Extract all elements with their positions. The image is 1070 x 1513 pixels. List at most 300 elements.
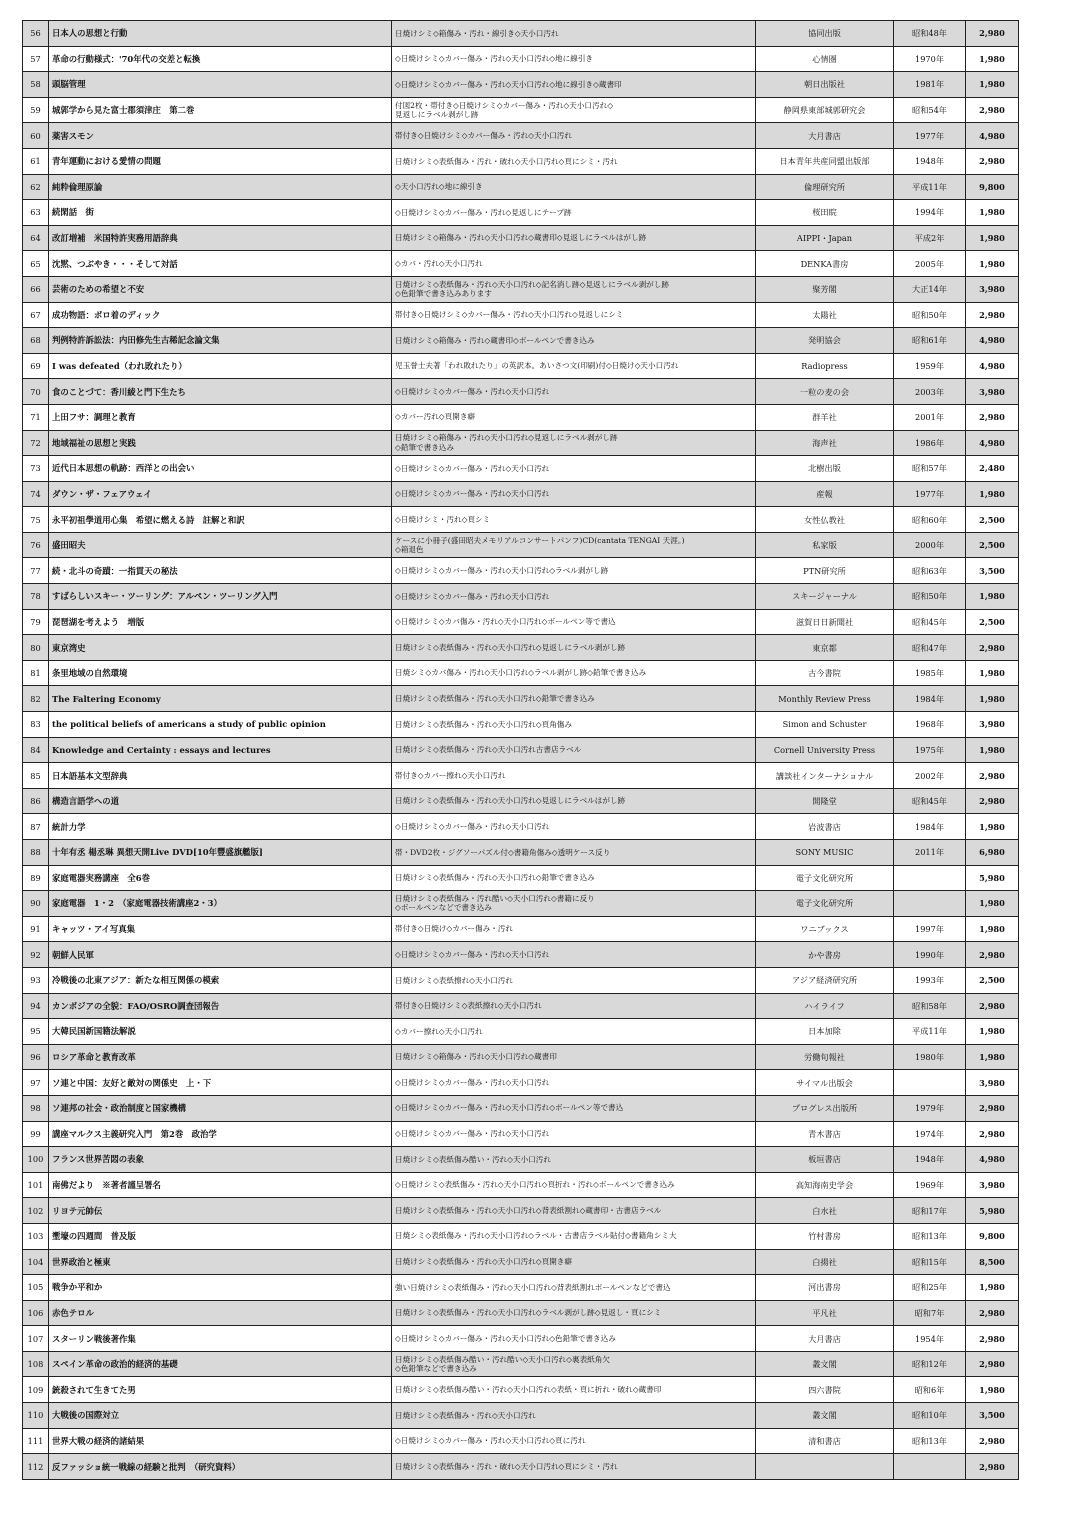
publisher-cell: Monthly Review Press [756, 686, 894, 712]
publisher-cell: 電子文化研究所 [756, 865, 894, 891]
book-title-cell: 城郭学から見た富士郡須津庄 第二巻 [49, 97, 392, 123]
table-row [23, 1428, 1019, 1454]
publication-year-cell: 大正14年 [894, 276, 966, 302]
publisher-cell: サイマル出版会 [756, 1070, 894, 1096]
price-cell: 1,980 [966, 481, 1019, 507]
publisher-cell: Cornell University Press [756, 737, 894, 763]
price-cell: 6,980 [966, 840, 1019, 866]
publisher-cell: 河出書房 [756, 1275, 894, 1301]
item-number-cell: 90 [23, 891, 49, 917]
item-number-cell: 109 [23, 1377, 49, 1403]
item-number-cell: 82 [23, 686, 49, 712]
item-number-cell: 107 [23, 1326, 49, 1352]
condition-notes-cell: 日焼けシミ◇表紙傷み・汚れ◇天小口汚れ◇記名消し跡◇見返しにラベル剥がし跡 ◇色鉛筆で書き込みあります [392, 276, 756, 302]
price-cell: 2,980 [966, 635, 1019, 661]
publisher-cell: 清和書店 [756, 1428, 894, 1454]
item-number-cell: 97 [23, 1070, 49, 1096]
book-title-cell: 琵琶湖を考えよう 増版 [49, 609, 392, 635]
publisher-cell: 倫理研究所 [756, 174, 894, 200]
price-cell: 1,980 [966, 686, 1019, 712]
condition-notes-cell: 帯付き◇日焼けシミ◇表紙擦れ◇天小口汚れ [392, 993, 756, 1019]
condition-notes-cell: ◇日焼けシミ◇カバー傷み・汚れ◇天小口汚れ◇ラベル剥がし跡 [392, 558, 756, 584]
publication-year-cell: 1977年 [894, 123, 966, 149]
table-row [23, 840, 1019, 866]
condition-notes-cell: 日焼けシミ◇表紙傷み・汚れ◇天小口汚れ◇鉛筆で書き込み [392, 686, 756, 712]
table-row [23, 328, 1019, 354]
price-cell: 2,980 [966, 1326, 1019, 1352]
publisher-cell: AIPPI・Japan [756, 225, 894, 251]
publisher-cell: 北樹出版 [756, 456, 894, 482]
item-number-cell: 111 [23, 1428, 49, 1454]
publication-year-cell: 昭和13年 [894, 1428, 966, 1454]
condition-notes-cell: ◇カバー擦れ◇天小口汚れ [392, 1019, 756, 1045]
condition-notes-cell: ◇カバー汚れ◇頁開き癖 [392, 404, 756, 430]
table-row [23, 379, 1019, 405]
publisher-cell: 板垣書店 [756, 1147, 894, 1173]
publisher-cell: プログレス出版所 [756, 1095, 894, 1121]
publisher-cell: 滋賀日日新聞社 [756, 609, 894, 635]
price-cell: 1,980 [966, 1275, 1019, 1301]
publication-year-cell [894, 1070, 966, 1096]
publisher-cell: 講談社インターナショナル [756, 763, 894, 789]
publisher-cell: 群羊社 [756, 404, 894, 430]
condition-notes-cell: ◇日焼けシミ◇カバー傷み・汚れ◇天小口汚れ◇地に線引き◇蔵書印 [392, 72, 756, 98]
item-number-cell: 103 [23, 1223, 49, 1249]
book-title-cell: 冷戦後の北東アジア：新たな相互関係の模索 [49, 967, 392, 993]
table-row [23, 1454, 1019, 1480]
condition-notes-cell: ◇日焼けシミ◇カバー傷み・汚れ◇天小口汚れ [392, 584, 756, 610]
publication-year-cell: 昭和10年 [894, 1403, 966, 1429]
table-row [23, 609, 1019, 635]
condition-notes-cell: 日焼けシミ◇表紙傷み・汚れ・破れ◇天小口汚れ◇頁にシミ・汚れ [392, 1454, 756, 1480]
publication-year-cell: 1985年 [894, 660, 966, 686]
condition-notes-cell: ◇日焼けシミ◇カバー傷み・汚れ◇天小口汚れ [392, 814, 756, 840]
condition-notes-cell: 日焼けシミ◇表紙傷み・汚れ◇天小口汚れ◇見返しにラベルはがし跡 [392, 788, 756, 814]
publication-year-cell: 昭和45年 [894, 609, 966, 635]
publication-year-cell: 昭和45年 [894, 788, 966, 814]
publication-year-cell: 昭和7年 [894, 1300, 966, 1326]
publication-year-cell: 1975年 [894, 737, 966, 763]
publisher-cell: 白揚社 [756, 1249, 894, 1275]
table-row [23, 1172, 1019, 1198]
publisher-cell: 聚芳閣 [756, 276, 894, 302]
item-number-cell: 57 [23, 46, 49, 72]
condition-notes-cell: 日焼けシミ◇表紙擦れ◇天小口汚れ [392, 967, 756, 993]
condition-notes-cell: 日焼けシミ◇箱傷み・汚れ◇天小口汚れ◇見返しにラベル剥がし跡 ◇鉛筆で書き込み [392, 430, 756, 456]
table-row [23, 1147, 1019, 1173]
price-cell: 4,980 [966, 353, 1019, 379]
item-number-cell: 80 [23, 635, 49, 661]
publication-year-cell: 1981年 [894, 72, 966, 98]
publication-year-cell: 昭和60年 [894, 507, 966, 533]
condition-notes-cell: ◇日焼けシミ◇カバー傷み・汚れ◇天小口汚れ [392, 456, 756, 482]
book-title-cell: Knowledge and Certainty : essays and lectures [49, 737, 392, 763]
condition-notes-cell: 日焼シミ◇表紙傷み・汚れ◇天小口汚れ◇ラベル・古書店ラベル貼付◇書籍角シミ大 [392, 1223, 756, 1249]
condition-notes-cell: ◇日焼けシミ◇表紙傷み・汚れ◇天小口汚れ◇頁折れ・汚れ◇ボールペンで書き込み [392, 1172, 756, 1198]
table-row [23, 712, 1019, 738]
publisher-cell: PTN研究所 [756, 558, 894, 584]
item-number-cell: 102 [23, 1198, 49, 1224]
publication-year-cell: 2002年 [894, 763, 966, 789]
price-cell: 2,980 [966, 1121, 1019, 1147]
price-cell: 1,980 [966, 1044, 1019, 1070]
book-title-cell: 東京湾史 [49, 635, 392, 661]
book-title-cell: 十年有丞 楊丞琳 異想天開Live DVD[10年豐盛旗艦版] [49, 840, 392, 866]
item-number-cell: 64 [23, 225, 49, 251]
item-number-cell: 108 [23, 1351, 49, 1377]
condition-notes-cell: 日焼けシミ◇箱傷み・汚れ・線引き◇天小口汚れ [392, 21, 756, 47]
table-row [23, 1249, 1019, 1275]
item-number-cell: 95 [23, 1019, 49, 1045]
price-cell: 1,980 [966, 200, 1019, 226]
publication-year-cell: 1993年 [894, 967, 966, 993]
price-cell: 2,980 [966, 942, 1019, 968]
table-row [23, 1044, 1019, 1070]
table-row [23, 942, 1019, 968]
table-row [23, 584, 1019, 610]
price-cell: 9,800 [966, 1223, 1019, 1249]
publication-year-cell: 1974年 [894, 1121, 966, 1147]
publication-year-cell: 昭和48年 [894, 21, 966, 47]
price-cell: 1,980 [966, 1377, 1019, 1403]
book-title-cell: 近代日本思想の軌跡：西洋との出会い [49, 456, 392, 482]
publication-year-cell: 平成11年 [894, 174, 966, 200]
book-title-cell: 成功物語：ボロ着のディック [49, 302, 392, 328]
condition-notes-cell: ◇日焼けシミ◇カバー傷み・汚れ◇天小口汚れ◇色鉛筆で書き込み [392, 1326, 756, 1352]
book-title-cell: 家庭電器実務講座 全6巻 [49, 865, 392, 891]
condition-notes-cell: ◇日焼けシミ◇カバー傷み・汚れ◇天小口汚れ [392, 1121, 756, 1147]
publication-year-cell: 2003年 [894, 379, 966, 405]
book-title-cell: 続閑話 街 [49, 200, 392, 226]
item-number-cell: 96 [23, 1044, 49, 1070]
publication-year-cell [894, 891, 966, 917]
item-number-cell: 65 [23, 251, 49, 277]
book-title-cell: すばらしいスキー・ツーリング：アルペン・ツーリング入門 [49, 584, 392, 610]
item-number-cell: 68 [23, 328, 49, 354]
book-title-cell: 日本人の思想と行動 [49, 21, 392, 47]
price-cell: 5,980 [966, 1198, 1019, 1224]
price-cell: 2,500 [966, 532, 1019, 558]
publication-year-cell: 1948年 [894, 1147, 966, 1173]
book-title-cell: 食のことづて：香川綾と門下生たち [49, 379, 392, 405]
publication-year-cell: 2001年 [894, 404, 966, 430]
book-title-cell: スペイン革命の政治的経済的基礎 [49, 1351, 392, 1377]
condition-notes-cell: 日焼けシミ◇表紙傷み・汚れ◇天小口汚れ◇頁角傷み [392, 712, 756, 738]
book-title-cell: 青年運動における愛情の問題 [49, 148, 392, 174]
condition-notes-cell: 日焼けシミ◇表紙傷み・汚れ◇天小口汚れ◇頁開き癖 [392, 1249, 756, 1275]
item-number-cell: 73 [23, 456, 49, 482]
condition-notes-cell: 日焼けシミ◇表紙傷み・汚れ◇天小口汚れ◇鉛筆で書き込み [392, 865, 756, 891]
condition-notes-cell: ◇カバ・汚れ◇天小口汚れ [392, 251, 756, 277]
table-row [23, 46, 1019, 72]
publication-year-cell: 昭和17年 [894, 1198, 966, 1224]
publication-year-cell: 昭和15年 [894, 1249, 966, 1275]
publication-year-cell: 昭和50年 [894, 584, 966, 610]
publisher-cell: 日本加除 [756, 1019, 894, 1045]
item-number-cell: 67 [23, 302, 49, 328]
publication-year-cell: 1979年 [894, 1095, 966, 1121]
item-number-cell: 76 [23, 532, 49, 558]
price-cell: 2,980 [966, 1300, 1019, 1326]
condition-notes-cell: 日焼けシミ◇箱傷み・汚れ◇蔵書印◇ボールペンで書き込み [392, 328, 756, 354]
item-number-cell: 78 [23, 584, 49, 610]
condition-notes-cell: 付図2枚・帯付き◇日焼けシミ◇カバー傷み・汚れ◇天小口汚れ◇ 見返しにラベル剥がし跡 [392, 97, 756, 123]
publication-year-cell: 昭和25年 [894, 1275, 966, 1301]
price-cell: 1,980 [966, 660, 1019, 686]
item-number-cell: 106 [23, 1300, 49, 1326]
publication-year-cell [894, 1454, 966, 1480]
price-cell: 1,980 [966, 891, 1019, 917]
condition-notes-cell: ◇日焼けシミ◇カバー傷み・汚れ◇天小口汚れ [392, 481, 756, 507]
table-row [23, 123, 1019, 149]
publication-year-cell: 昭和6年 [894, 1377, 966, 1403]
publisher-cell: 産報 [756, 481, 894, 507]
condition-notes-cell: 日焼けシミ◇表紙傷み・汚れ◇天小口汚れ◇見返しにラベル剥がし跡 [392, 635, 756, 661]
table-row [23, 686, 1019, 712]
publisher-cell: 白水社 [756, 1198, 894, 1224]
book-title-cell: 家庭電器 1・2 （家庭電器技術講座2・3） [49, 891, 392, 917]
table-row [23, 532, 1019, 558]
book-list-sheet [22, 20, 1018, 1480]
publication-year-cell: 1997年 [894, 916, 966, 942]
publication-year-cell: 1990年 [894, 942, 966, 968]
book-title-cell: ロシア革命と教育改革 [49, 1044, 392, 1070]
publisher-cell: 発明協会 [756, 328, 894, 354]
publisher-cell: 古今書院 [756, 660, 894, 686]
publication-year-cell: 1948年 [894, 148, 966, 174]
book-inventory-table [22, 20, 1019, 1480]
condition-notes-cell: ◇日焼けシミ◇カバー傷み・汚れ◇天小口汚れ [392, 942, 756, 968]
table-row [23, 148, 1019, 174]
item-number-cell: 60 [23, 123, 49, 149]
publication-year-cell: 2005年 [894, 251, 966, 277]
table-row [23, 1326, 1019, 1352]
publication-year-cell: 1980年 [894, 1044, 966, 1070]
item-number-cell: 56 [23, 21, 49, 47]
item-number-cell: 62 [23, 174, 49, 200]
condition-notes-cell: 児玉誉士夫著「われ敗れたり」の英訳本。あいさつ文(印刷)付◇日焼け◇天小口汚れ [392, 353, 756, 379]
condition-notes-cell: ◇日焼けシミ◇カバー傷み・汚れ◇天小口汚れ [392, 379, 756, 405]
publisher-cell: 海声社 [756, 430, 894, 456]
table-row [23, 251, 1019, 277]
table-row [23, 993, 1019, 1019]
item-number-cell: 101 [23, 1172, 49, 1198]
price-cell: 1,980 [966, 814, 1019, 840]
item-number-cell: 72 [23, 430, 49, 456]
item-number-cell: 94 [23, 993, 49, 1019]
publisher-cell: Simon and Schuster [756, 712, 894, 738]
price-cell: 2,980 [966, 763, 1019, 789]
publication-year-cell: 昭和63年 [894, 558, 966, 584]
condition-notes-cell: 強い日焼けシミ◇表紙傷み・汚れ◇天小口汚れ◇背表紙割れボールペンなどで書込 [392, 1275, 756, 1301]
book-title-cell: 永平初祖學道用心集 希望に燃える詩 註解と和訳 [49, 507, 392, 533]
item-number-cell: 84 [23, 737, 49, 763]
price-cell: 8,500 [966, 1249, 1019, 1275]
price-cell: 1,980 [966, 1019, 1019, 1045]
book-title-cell: 戦争か平和か [49, 1275, 392, 1301]
book-title-cell: 頭脳管理 [49, 72, 392, 98]
item-number-cell: 83 [23, 712, 49, 738]
publisher-cell: スキージャーナル [756, 584, 894, 610]
item-number-cell: 110 [23, 1403, 49, 1429]
book-title-cell: 赤色テロル [49, 1300, 392, 1326]
item-number-cell: 93 [23, 967, 49, 993]
book-title-cell: 日本語基本文型辞典 [49, 763, 392, 789]
condition-notes-cell: 日焼けシミ◇箱傷み・汚れ◇天小口汚れ◇蔵書印◇見返しにラベルはがし跡 [392, 225, 756, 251]
condition-notes-cell: ◇日焼けシミ◇カバ傷み・汚れ◇天小口汚れ◇ボールペン等で書込 [392, 609, 756, 635]
book-title-cell: 改訂増補 米国特許実務用語辞典 [49, 225, 392, 251]
price-cell: 1,980 [966, 584, 1019, 610]
table-row [23, 225, 1019, 251]
item-number-cell: 71 [23, 404, 49, 430]
publisher-cell: 電子文化研究所 [756, 891, 894, 917]
price-cell: 4,980 [966, 328, 1019, 354]
item-number-cell: 77 [23, 558, 49, 584]
item-number-cell: 79 [23, 609, 49, 635]
book-title-cell: The Faltering Economy [49, 686, 392, 712]
condition-notes-cell: 日焼けシミ◇表紙傷み・汚れ◇天小口汚れ◇ラベル剥がし跡◇見返し・頁にシミ [392, 1300, 756, 1326]
condition-notes-cell: 日焼けシミ◇表紙傷み・汚れ◇天小口汚れ [392, 1403, 756, 1429]
book-title-cell: 朝鮮人民軍 [49, 942, 392, 968]
item-number-cell: 100 [23, 1147, 49, 1173]
publication-year-cell: 1969年 [894, 1172, 966, 1198]
publication-year-cell: 2000年 [894, 532, 966, 558]
condition-notes-cell: ◇日焼けシミ◇カバー傷み・汚れ◇天小口汚れ◇ボールペン等で書込 [392, 1095, 756, 1121]
price-cell: 2,500 [966, 609, 1019, 635]
table-row [23, 967, 1019, 993]
book-title-cell: 条里地域の自然環境 [49, 660, 392, 686]
condition-notes-cell: ◇日焼けシミ◇カバー傷み・汚れ◇天小口汚れ [392, 1070, 756, 1096]
publisher-cell: 日本青年共産同盟出版部 [756, 148, 894, 174]
publisher-cell: 朝日出版社 [756, 72, 894, 98]
item-number-cell: 81 [23, 660, 49, 686]
table-row [23, 1019, 1019, 1045]
price-cell: 1,980 [966, 46, 1019, 72]
book-title-cell: ソ連と中国：友好と敵対の関係史 上・下 [49, 1070, 392, 1096]
publisher-cell: 青木書店 [756, 1121, 894, 1147]
book-title-cell: 反ファッショ統一戦線の経験と批判 （研究資料） [49, 1454, 392, 1480]
publisher-cell: 四六書院 [756, 1377, 894, 1403]
table-row [23, 1070, 1019, 1096]
table-row [23, 1377, 1019, 1403]
book-title-cell: 壍壕の四週間 普及版 [49, 1223, 392, 1249]
publisher-cell: 高知海南史学会 [756, 1172, 894, 1198]
table-row [23, 276, 1019, 302]
price-cell: 3,980 [966, 1070, 1019, 1096]
table-row [23, 891, 1019, 917]
table-row [23, 72, 1019, 98]
book-title-cell: 革命の行動様式：'70年代の交差と転換 [49, 46, 392, 72]
book-title-cell: 世界政治と極東 [49, 1249, 392, 1275]
publication-year-cell: 昭和58年 [894, 993, 966, 1019]
table-row [23, 430, 1019, 456]
condition-notes-cell: 日焼けシミ◇表紙傷み・汚れ酷い◇天小口汚れ◇書籍に反り ◇ボールペンなどで書き込み [392, 891, 756, 917]
condition-notes-cell: 日焼けシミ◇表紙傷み・汚れ・破れ◇天小口汚れ◇頁にシミ・汚れ [392, 148, 756, 174]
publisher-cell: かや書房 [756, 942, 894, 968]
publication-year-cell: 1986年 [894, 430, 966, 456]
condition-notes-cell: ◇日焼けシミ・汚れ◇頁シミ [392, 507, 756, 533]
book-title-cell: I was defeated（われ敗れたり） [49, 353, 392, 379]
publication-year-cell [894, 865, 966, 891]
item-number-cell: 59 [23, 97, 49, 123]
publisher-cell [756, 1454, 894, 1480]
publication-year-cell: 1984年 [894, 686, 966, 712]
price-cell: 3,500 [966, 1403, 1019, 1429]
publisher-cell: 一粒の麦の会 [756, 379, 894, 405]
condition-notes-cell: 日焼けシミ◇表紙傷み・汚れ◇天小口汚れ古書店ラベル [392, 737, 756, 763]
book-title-cell: キャッツ・アイ写真集 [49, 916, 392, 942]
book-title-cell: ダウン・ザ・フェアウェイ [49, 481, 392, 507]
table-row [23, 1275, 1019, 1301]
item-number-cell: 66 [23, 276, 49, 302]
publisher-cell: 平凡社 [756, 1300, 894, 1326]
book-title-cell: ソ連邦の社会・政治制度と国家機構 [49, 1095, 392, 1121]
table-row [23, 353, 1019, 379]
publisher-cell: 大月書店 [756, 1326, 894, 1352]
table-row [23, 1351, 1019, 1377]
table-row [23, 174, 1019, 200]
price-cell: 3,980 [966, 712, 1019, 738]
table-row [23, 1403, 1019, 1429]
publication-year-cell: 1970年 [894, 46, 966, 72]
book-title-cell: 判例特許訴訟法：内田修先生古稀記念論文集 [49, 328, 392, 354]
condition-notes-cell: 帯付き◇日焼けシミ◇カバー傷み・汚れ◇天小口汚れ [392, 123, 756, 149]
item-number-cell: 88 [23, 840, 49, 866]
price-cell: 2,980 [966, 1454, 1019, 1480]
price-cell: 1,980 [966, 72, 1019, 98]
book-title-cell: 沈黙、つぶやき・・・そして対話 [49, 251, 392, 277]
publisher-cell: 女性仏教社 [756, 507, 894, 533]
table-row [23, 763, 1019, 789]
item-number-cell: 87 [23, 814, 49, 840]
condition-notes-cell: 日焼けシミ◇表紙傷み・汚れ◇天小口汚れ◇背表紙割れ◇蔵書印・古書店ラベル [392, 1198, 756, 1224]
publication-year-cell: 1977年 [894, 481, 966, 507]
price-cell: 4,980 [966, 123, 1019, 149]
book-title-cell: 上田フサ：調理と教育 [49, 404, 392, 430]
publication-year-cell: 昭和13年 [894, 1223, 966, 1249]
book-title-cell: 銃殺されて生きてた男 [49, 1377, 392, 1403]
price-cell: 2,980 [966, 302, 1019, 328]
item-number-cell: 58 [23, 72, 49, 98]
price-cell: 2,980 [966, 21, 1019, 47]
publication-year-cell: 1994年 [894, 200, 966, 226]
price-cell: 2,500 [966, 507, 1019, 533]
item-number-cell: 105 [23, 1275, 49, 1301]
book-title-cell: 地域福祉の思想と実践 [49, 430, 392, 456]
price-cell: 9,800 [966, 174, 1019, 200]
book-title-cell: 純粋倫理原論 [49, 174, 392, 200]
publisher-cell: 東京都 [756, 635, 894, 661]
price-cell: 2,980 [966, 1095, 1019, 1121]
condition-notes-cell: 帯付き◇日焼けシミ◇カバー傷み・汚れ◇天小口汚れ◇見返しにシミ [392, 302, 756, 328]
item-number-cell: 86 [23, 788, 49, 814]
table-row [23, 97, 1019, 123]
publication-year-cell: 昭和50年 [894, 302, 966, 328]
table-row [23, 660, 1019, 686]
publication-year-cell: 1959年 [894, 353, 966, 379]
table-row [23, 737, 1019, 763]
book-title-cell: 南佛だより ※著者謹呈署名 [49, 1172, 392, 1198]
price-cell: 2,480 [966, 456, 1019, 482]
condition-notes-cell: ◇日焼けシミ◇カバー傷み・汚れ◇天小口汚れ◇地に線引き [392, 46, 756, 72]
price-cell: 4,980 [966, 430, 1019, 456]
book-title-cell: 芸術のための希望と不安 [49, 276, 392, 302]
item-number-cell: 61 [23, 148, 49, 174]
publisher-cell: 心情圏 [756, 46, 894, 72]
table-body [23, 21, 1019, 1480]
item-number-cell: 85 [23, 763, 49, 789]
table-row [23, 481, 1019, 507]
